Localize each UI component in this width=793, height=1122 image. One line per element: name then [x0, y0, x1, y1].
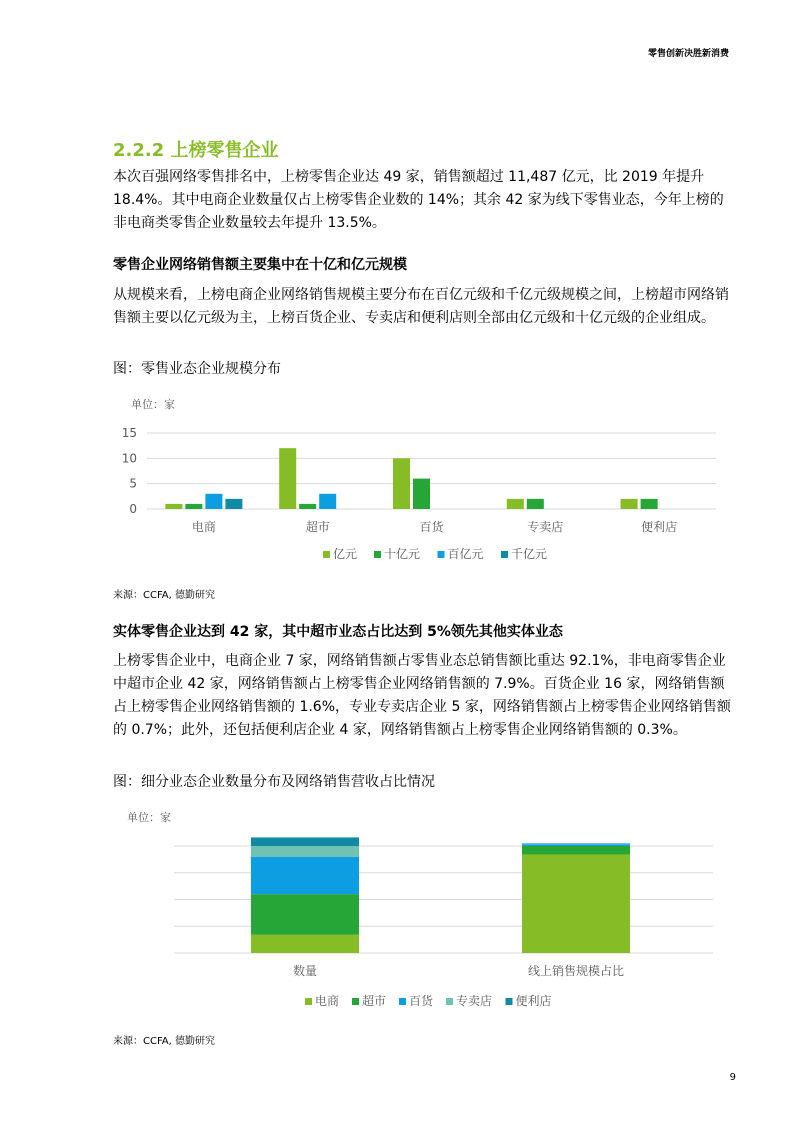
- physical-paragraph: 上榜零售企业中，电商企业 7 家，网络销售额占零售业态总销售额比重达 92.1%，非电商零售企业中超市企业 42 家，网络销售额占上榜零售企业网络销售额的 7.9%。百货企业 16 家，网络销售额占上榜零售企业网络销售额的 1.6%，专业专卖店企业 5 家，网络销售额占上榜零售企业网络销售额的 0.7%；此外，还包括便利店企业 4 家，网络销售额占上榜零售企业网络销售额的 0.3%。: [113, 653, 731, 738]
- segment-电商-数量: [251, 935, 359, 953]
- segment-便利店-数量: [251, 837, 359, 846]
- intro-paragraph: 本次百强网络零售排名中，上榜零售企业达 49 家，销售额超过 11,487 亿元，比 2019 年提升 18.4%。其中电商企业数量仅占上榜零售企业数的 14%；其余 42 家为线下零售业态，今年上榜的非电商类零售企业数量较去年提升 13.5%。: [113, 169, 724, 231]
- segment-百货-数量: [251, 857, 359, 894]
- segment-超市-数量: [251, 894, 359, 935]
- bar-十亿元-便利店: [641, 499, 658, 509]
- y-tick-label: 0: [129, 502, 137, 516]
- legend-swatch: [399, 998, 406, 1005]
- subheading-scale: 零售企业网络销售额主要集中在十亿和亿元规模: [113, 257, 407, 273]
- y-tick-label: 5: [129, 476, 137, 491]
- figure1-source: 来源：CCFA, 德勤研究: [113, 590, 215, 601]
- segment-专卖店-数量: [251, 846, 359, 857]
- legend-swatch: [446, 998, 453, 1005]
- x-category-label: 便利店: [641, 520, 678, 534]
- subheading-physical: 实体零售企业达到 42 家，其中超市业态占比达到 5%领先其他实体业态: [113, 624, 563, 640]
- bar-亿元-超市: [279, 448, 296, 509]
- legend-label: 电商: [315, 994, 340, 1008]
- segment-专卖店-线上销售规模占比: [522, 844, 630, 845]
- bar-亿元-电商: [165, 504, 182, 509]
- legend-swatch: [506, 998, 513, 1005]
- legend-swatch: [305, 998, 312, 1005]
- legend-swatch: [323, 551, 330, 558]
- legend-label: 超市: [362, 994, 387, 1008]
- legend-label: 百亿元: [447, 547, 484, 561]
- page-header: 零售创新决胜新消费: [647, 49, 729, 59]
- figure2-source: 来源：CCFA, 德勤研究: [113, 1036, 215, 1047]
- figure1-caption: 图：零售业态企业规模分布: [113, 361, 281, 377]
- segment-超市-线上销售规模占比: [522, 846, 630, 854]
- segment-百货-线上销售规模占比: [522, 844, 630, 846]
- bar-百亿元-电商: [205, 494, 222, 509]
- legend-swatch: [501, 551, 508, 558]
- y-tick-label: 15: [121, 426, 137, 440]
- bar-亿元-专卖店: [507, 499, 524, 509]
- page-number: 9: [729, 1072, 736, 1083]
- bar-十亿元-专卖店: [527, 499, 544, 509]
- segment-电商-线上销售规模占比: [522, 854, 630, 953]
- bar-十亿元-百货: [413, 479, 430, 509]
- x-category-label: 电商: [191, 520, 216, 534]
- section-title: 2.2.2 上榜零售企业: [113, 140, 279, 161]
- bar-亿元-百货: [393, 458, 410, 509]
- legend-swatch: [438, 551, 445, 558]
- legend-label: 千亿元: [511, 547, 548, 561]
- chart2-unit: 单位：家: [127, 811, 171, 824]
- y-tick-label: 10: [121, 451, 137, 466]
- share-distribution-chart: [113, 805, 733, 1020]
- bar-千亿元-电商: [225, 499, 242, 509]
- legend-label: 十亿元: [384, 547, 421, 561]
- legend-label: 便利店: [515, 994, 552, 1008]
- bar-百亿元-超市: [319, 494, 336, 509]
- legend-swatch: [352, 998, 359, 1005]
- x-category-label: 百货: [419, 520, 444, 534]
- x-category-label: 超市: [305, 520, 330, 534]
- legend-label: 亿元: [333, 547, 358, 561]
- bar-十亿元-电商: [185, 504, 202, 509]
- bar-十亿元-超市: [299, 504, 316, 509]
- x-category-label: 专卖店: [527, 520, 564, 534]
- x-category-label: 线上销售规模占比: [527, 964, 625, 978]
- bar-亿元-便利店: [621, 499, 638, 509]
- scale-distribution-chart: [113, 390, 733, 575]
- legend-label: 百货: [409, 994, 434, 1008]
- x-category-label: 数量: [292, 964, 318, 978]
- figure2-caption: 图：细分业态企业数量分布及网络销售营收占比情况: [113, 774, 435, 790]
- chart1-unit: 单位：家: [131, 398, 175, 411]
- legend-label: 专卖店: [456, 994, 493, 1008]
- legend-swatch: [374, 551, 381, 558]
- scale-paragraph: 从规模来看，上榜电商企业网络销售规模主要分布在百亿元级和千亿元级规模之间，上榜超市网络销售额主要以亿元级为主，上榜百货企业、专卖店和便利店则全部由亿元级和十亿元级的企业组成。: [113, 287, 729, 326]
